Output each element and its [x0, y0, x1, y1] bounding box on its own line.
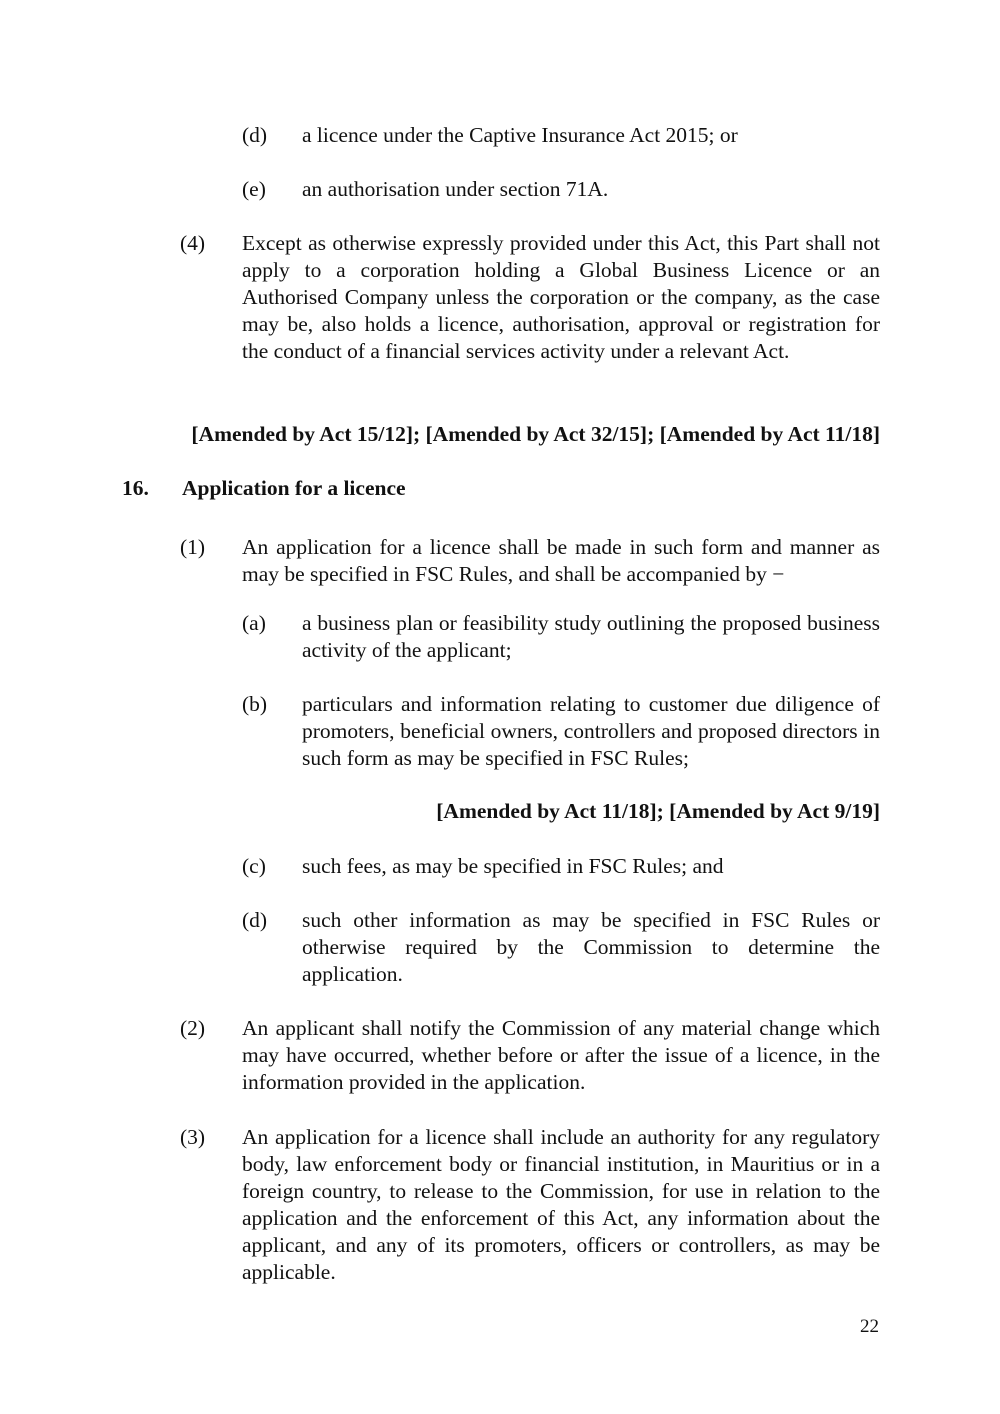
item-label: (a) [242, 611, 266, 635]
subsection-4 [180, 230, 880, 365]
list-item [242, 610, 880, 664]
list-item [242, 176, 880, 203]
item-label: (c) [242, 854, 266, 878]
subsection-label: (1) [180, 535, 206, 559]
item-label: (e) [242, 177, 266, 201]
subsection-label: (4) [180, 231, 206, 255]
section-title: Application for a licence [182, 476, 406, 500]
list-item [242, 691, 880, 772]
subsection-label: (3) [180, 1125, 206, 1149]
section-heading [122, 475, 406, 502]
item-text: an authorisation under section 71A. [302, 177, 609, 201]
item-label: (d) [242, 123, 268, 147]
list-item [242, 907, 880, 988]
amendment-note: [Amended by Act 11/18]; [Amended by Act 9/19] [436, 799, 880, 823]
subsection-text: An application for a licence shall include an authority for any regulatory body, law enforcement body or financial institution, in Mauritius or in a foreign country, to release to the Commission, for use in relation to the application and the enforcement of this Act, any information about the applicant, and any of its promoters, officers or controllers, as may be applicable. [242, 1125, 880, 1284]
subsection-2 [180, 1015, 880, 1096]
list-item [242, 122, 880, 149]
subsection-1 [180, 534, 880, 588]
amendment-note: [Amended by Act 15/12]; [Amended by Act 32/15]; [Amended by Act 11/18] [191, 422, 880, 446]
subsection-text: An applicant shall notify the Commission of any material change which may have occurred, whether before or after the issue of a licence, in the information provided in the application. [242, 1016, 880, 1094]
item-label: (b) [242, 692, 268, 716]
subsection-text: Except as otherwise expressly provided under this Act, this Part shall not apply to a corporation holding a Global Business Licence or an Authorised Company unless the corporation or the company, as the case may be, also holds a licence, authorisation, approval or registration for the conduct of a financial services activity under a relevant Act. [242, 231, 880, 363]
list-item [242, 853, 880, 880]
item-text: particulars and information relating to customer due diligence of promoters, beneficial owners, controllers and proposed directors in such form as may be specified in FSC Rules; [302, 692, 880, 770]
section-number: 16. [122, 476, 149, 500]
subsection-3 [180, 1124, 880, 1286]
item-text: a licence under the Captive Insurance Act 2015; or [302, 123, 738, 147]
item-text: a business plan or feasibility study outlining the proposed business activity of the applicant; [302, 611, 880, 662]
item-label: (d) [242, 908, 268, 932]
subsection-label: (2) [180, 1016, 206, 1040]
item-text: such other information as may be specified in FSC Rules or otherwise required by the Commission to determine the application. [302, 908, 880, 986]
page-number: 22 [860, 1316, 879, 1337]
subsection-text: An application for a licence shall be made in such form and manner as may be specified in FSC Rules, and shall be accompanied by − [242, 535, 880, 586]
item-text: such fees, as may be specified in FSC Rules; and [302, 854, 724, 878]
